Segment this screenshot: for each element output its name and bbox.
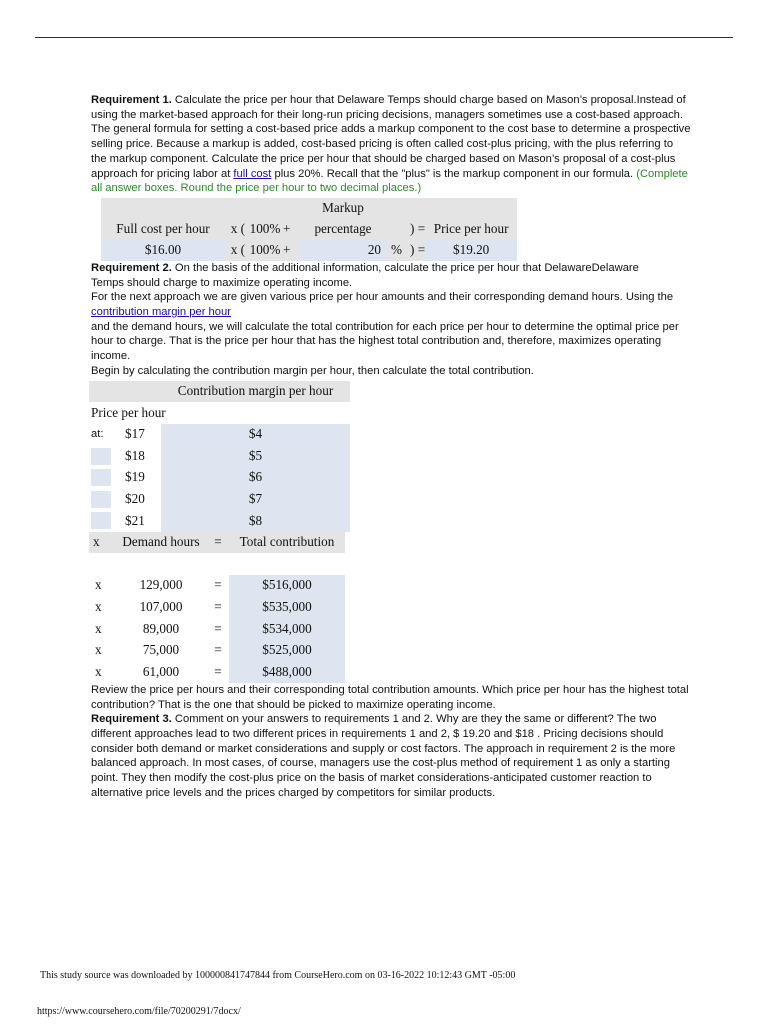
cm-18[interactable]: $5 xyxy=(161,445,350,467)
req2-review: Review the price per hours and their corresponding total contribution amounts. Which price per hour has the highest total contribution? That is the one that should be picked to maximize operating income. xyxy=(91,683,689,711)
x-5: x xyxy=(95,663,102,679)
price-21: $21 xyxy=(125,512,145,528)
plus-sign: + xyxy=(283,242,291,258)
eq-3: = xyxy=(214,620,222,636)
req1-text-1: Calculate the price per hour that Delaware Temps should charge based on Mason’s proposal.Instead of using the market-based approach for their long-run pricing decisions, managers sometimes use a cost-based approach. The general formula for setting a cost-based price adds a markup component to the cost base to determine a prospective selling price. Because a markup is added, cost-based pricing is often called cost-plus pricing, with the plus referring to the markup component. Calculate the price per hour that should be charged based on Mason’s proposal of a cost-plus approach for pricing labor at xyxy=(91,94,691,180)
req2-heading: Requirement 2. xyxy=(91,261,172,274)
full-cost-header: Full cost per hour xyxy=(116,221,210,237)
hundred-pct: 100% xyxy=(249,242,281,258)
total-3[interactable]: $534,000 xyxy=(229,618,345,640)
total-5[interactable]: $488,000 xyxy=(229,661,345,683)
total-4[interactable]: $525,000 xyxy=(229,640,345,662)
x-2: x xyxy=(95,598,102,614)
req1-paragraph xyxy=(91,93,691,196)
req2-text-1: On the basis of the additional information, calculate the price per hour that DelawareDelaware xyxy=(171,261,639,274)
req1-text-2: plus 20%. Recall that the "plus" is the markup component in our formula. xyxy=(271,167,637,180)
demand-header: Demand hours xyxy=(115,532,207,554)
answer-box-18[interactable] xyxy=(91,448,111,465)
contribution-margin-table xyxy=(89,381,350,532)
x-4: x xyxy=(95,642,102,658)
price-18: $18 xyxy=(125,447,145,463)
footer-source: This study source was downloaded by 100000841747844 from CourseHero.com on 03-16-2022 10:12:43 GMT -05:00 xyxy=(40,970,516,981)
cm-21[interactable]: $8 xyxy=(161,510,350,532)
x-3: x xyxy=(95,620,102,636)
x-1: x xyxy=(95,577,102,593)
document-body xyxy=(91,93,691,800)
total-contribution-table xyxy=(89,532,345,683)
price-17: $17 xyxy=(125,426,145,442)
hundred-pct-header: 100% xyxy=(249,221,281,237)
answer-box-21[interactable] xyxy=(91,512,111,529)
price-value[interactable]: $19.20 xyxy=(425,240,517,261)
full-cost-link[interactable]: full cost xyxy=(233,167,272,180)
req3-text: Comment on your answers to requirements 1 and 2. Why are they the same or different? The two different approaches lead to two different prices in requirements 1 and 2, $ 19.20 and $18 . Pricing decisions should consider both demand or market considerations and supply or cost factors. The approach in requirement 2 is the more balanced approach. In most cases, of course, managers use the cost-plus method of requirement 1 as only a starting point. They then modify the cost-plus price on the basis of market considerations-anticipated customer reaction to alternative price levels and the prices charged by competitors for similar products. xyxy=(91,713,676,799)
price-20: $20 xyxy=(125,490,145,506)
cm-20[interactable]: $7 xyxy=(161,489,350,511)
demand-3: 89,000 xyxy=(142,620,180,636)
close-eq xyxy=(387,240,425,261)
req1-heading: Requirement 1. xyxy=(91,94,172,106)
times-paren: x ( xyxy=(230,242,245,258)
req2-line4: and the demand hours, we will calculate the total contribution for each price per hour to determine the optimal price per hour to charge. That is the price per hour that has the highest total contribution and, therefore, maximizes operating income. xyxy=(91,320,679,363)
total-header: Total contribution xyxy=(229,532,345,554)
eq-5: = xyxy=(214,663,222,679)
close-eq-sign: ) = xyxy=(410,242,426,258)
answer-box-19[interactable] xyxy=(91,469,111,486)
req2-line3: For the next approach we are given various price per hour amounts and their corresponding demand hours. Using the xyxy=(91,291,674,304)
total-1[interactable]: $516,000 xyxy=(229,575,345,597)
eq-4: = xyxy=(214,642,222,658)
req3-paragraph xyxy=(91,712,691,800)
times-paren-header: x ( xyxy=(230,221,245,237)
eq-1: = xyxy=(214,577,222,593)
demand-5: 61,000 xyxy=(142,663,180,679)
price-per-hour-label: Price per hour xyxy=(91,404,166,420)
close-eq-header: ) = xyxy=(410,221,426,237)
percent-sign: % xyxy=(391,242,402,258)
cm-17[interactable]: $4 xyxy=(161,424,350,446)
eq-2: = xyxy=(214,598,222,614)
cm-header: Contribution margin per hour xyxy=(161,381,350,403)
at-label: at: xyxy=(91,428,104,441)
req2-line1 xyxy=(91,261,691,276)
cm-19[interactable]: $6 xyxy=(161,467,350,489)
markup-header-line1: Markup xyxy=(322,200,364,216)
req3-heading: Requirement 3. xyxy=(91,713,172,726)
demand-2: 107,000 xyxy=(139,598,183,614)
full-cost-value[interactable]: $16.00 xyxy=(101,240,225,261)
x-header: x xyxy=(89,532,115,554)
answer-box-20[interactable] xyxy=(91,491,111,508)
eq-header: = xyxy=(207,532,229,554)
footer-url[interactable]: https://www.coursehero.com/file/70200291/7docx/ xyxy=(37,1006,241,1017)
req1-instruction: (Complete all answer boxes. Round the price per hour to two decimal places.) xyxy=(91,167,688,195)
price-header: Price per hour xyxy=(433,221,509,237)
markup-header-line2: percentage xyxy=(314,221,372,237)
cost-plus-table xyxy=(101,198,517,261)
req2-line5: Begin by calculating the contribution margin per hour, then calculate the total contribution. xyxy=(91,364,534,377)
plus-header: + xyxy=(283,221,291,237)
contribution-margin-link[interactable]: contribution margin per hour xyxy=(91,306,231,319)
price-19: $19 xyxy=(125,469,145,485)
demand-4: 75,000 xyxy=(142,642,180,658)
top-rule xyxy=(35,37,733,38)
demand-1: 129,000 xyxy=(139,577,183,593)
total-2[interactable]: $535,000 xyxy=(229,596,345,618)
markup-value[interactable]: 20 xyxy=(299,240,387,261)
req2-line2: Temps should charge to maximize operating income. xyxy=(91,276,353,289)
